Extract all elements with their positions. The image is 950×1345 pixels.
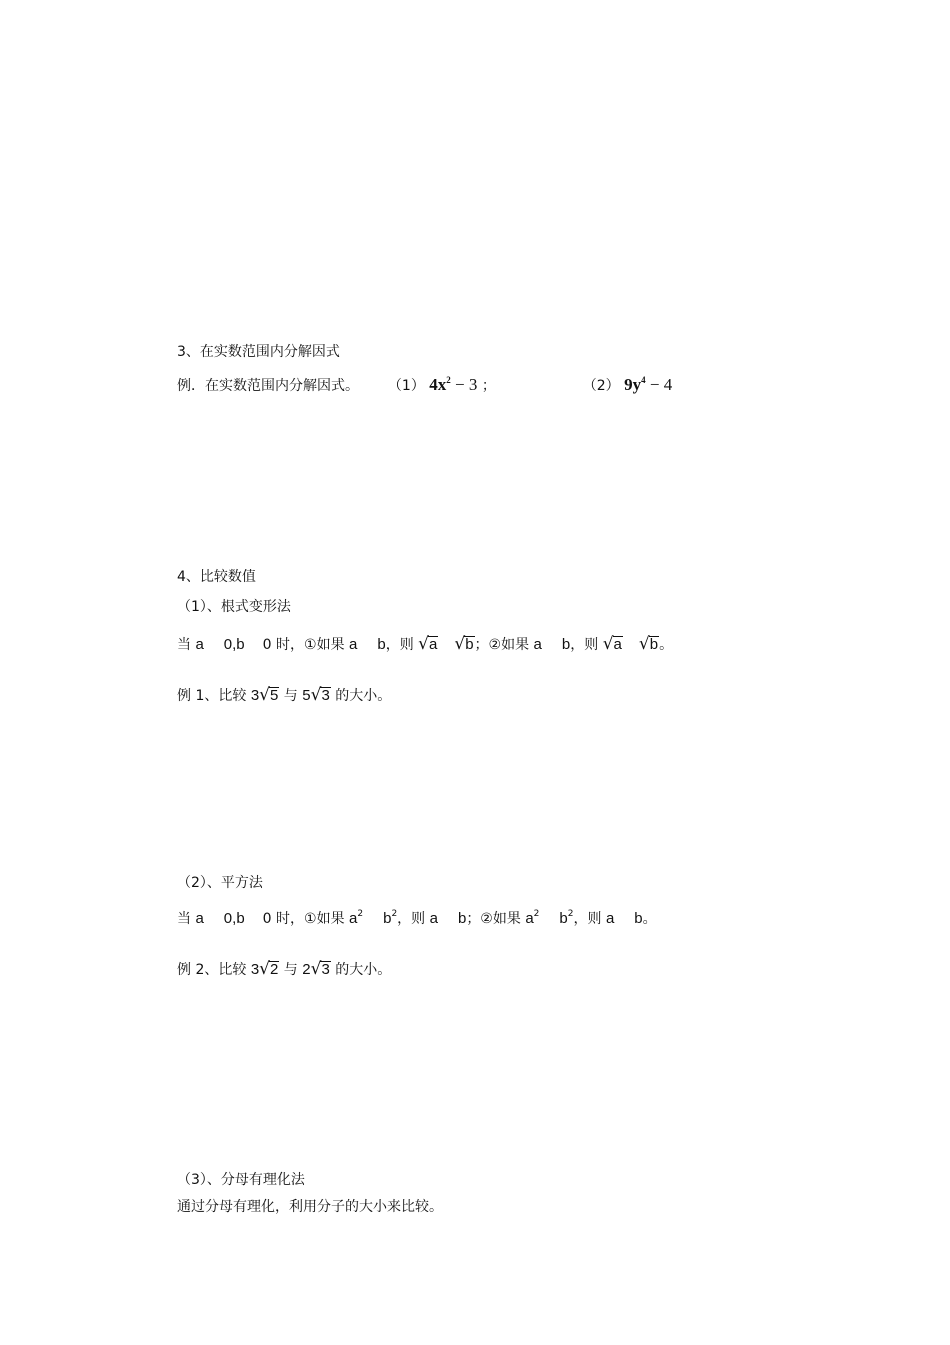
method-3-title: （3）、分母有理化法 [177,1172,305,1188]
sqrt-3-b: √3 [310,959,330,979]
example-2: 例 2、比较 3√2 与 2√3 的大小。 [177,959,392,979]
method-1-rule: 当 a 0,b 0 时，①如果 a b，则 √a √b；②如果 a b，则 √a √b。 [177,634,674,654]
sqrt-b: √b [454,634,474,654]
item-1-label: （1） [387,378,425,394]
expression-1: $4x^2 - 3$ [429,375,478,394]
method-2-title: （2）、平方法 [177,875,263,891]
section-4-heading: 4、比较数值 [177,569,256,585]
sqrt-3: √3 [310,685,330,705]
sqrt-b-2: √b [638,634,659,654]
sqrt-5: √5 [259,685,279,705]
example-label: 例．在实数范围内分解因式。 [177,378,359,394]
section-3-heading: 3、在实数范围内分解因式 [177,344,340,360]
sqrt-a: √a [418,634,438,654]
method-2-rule: 当 a 0,b 0 时，①如果 $a^2$ $b^2$，则 a b；②如果 $a^2$ $b^2$，则 a b。 [177,909,657,927]
item-1-end: ； [481,378,496,394]
method-1-title: （1）、根式变形法 [177,599,291,615]
sqrt-a-2: √a [602,634,622,654]
item-2-label: （2） [582,378,620,394]
method-3-description: 通过分母有理化，利用分子的大小来比较。 [177,1199,443,1215]
expression-2: $9y^4 - 4$ [624,375,673,394]
example-1: 例 1、比较 3√5 与 5√3 的大小。 [177,685,392,705]
sqrt-2: √2 [259,959,279,979]
section-3-example [177,375,672,395]
